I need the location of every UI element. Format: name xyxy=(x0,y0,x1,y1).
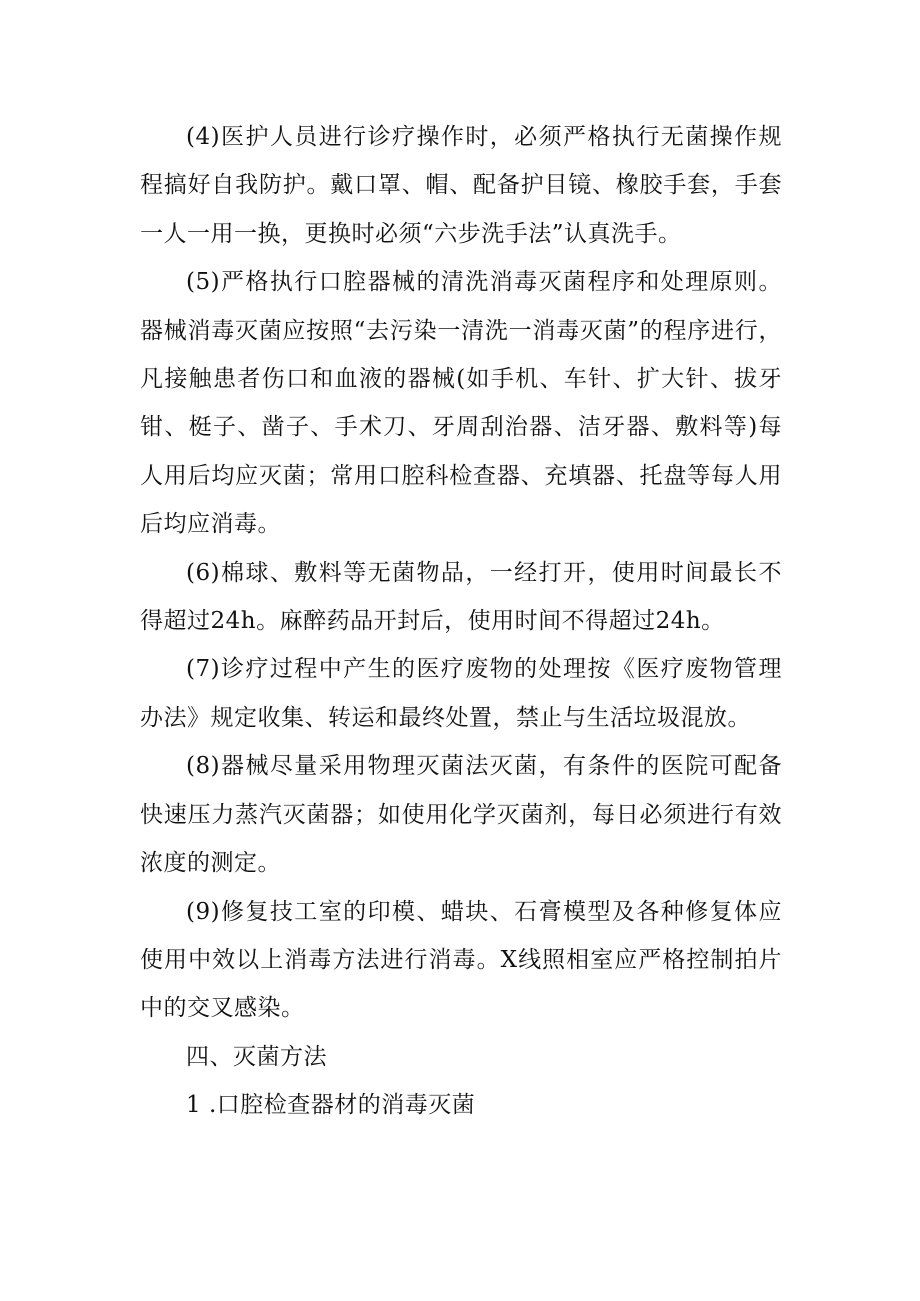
paragraph-6: (6)棉球、敷料等无菌物品，一经打开，使用时间最长不得超过24h。麻醉药品开封后，使用时间不得超过24h。 xyxy=(140,559,782,635)
paragraph-5: (5)严格执行口腔器械的清洗消毒灭菌程序和处理原则。器械消毒灭菌应按照“去污染一清洗一消毒灭菌”的程序进行，凡接触患者伤口和血液的器械(如手机、车针、扩大针、拔牙钳、梃子、凿子、手术刀、牙周刮治器、洁牙器、敷料等)每人用后均应灭菌；常用口腔科检查器、充填器、托盘等每人用后均应消毒。 xyxy=(140,269,782,538)
paragraph-4: (4)医护人员进行诊疗操作时，必须严格执行无菌操作规程搞好自我防护。戴口罩、帽、配备护目镜、橡胶手套，手套一人一用一换，更换时必须“六步洗手法”认真洗手。 xyxy=(140,124,782,247)
subsection-heading: 1 .口腔检查器材的消毒灭菌 xyxy=(186,1092,476,1119)
paragraph-9: (9)修复技工室的印模、蜡块、石膏模型及各种修复体应使用中效以上消毒方法进行消毒。X线照相室应严格控制拍片中的交叉感染。 xyxy=(140,898,782,1022)
document-body xyxy=(140,113,782,1130)
paragraph-8: (8)器械尽量采用物理灭菌法灭菌，有条件的医院可配备快速压力蒸汽灭菌器；如使用化学灭菌剂，每日必须进行有效浓度的测定。 xyxy=(140,753,782,877)
paragraph-7: (7)诊疗过程中产生的医疗废物的处理按《医疗废物管理办法》规定收集、转运和最终处置，禁止与生活垃圾混放。 xyxy=(140,656,782,731)
section-heading: 四、灭菌方法 xyxy=(186,1043,327,1070)
